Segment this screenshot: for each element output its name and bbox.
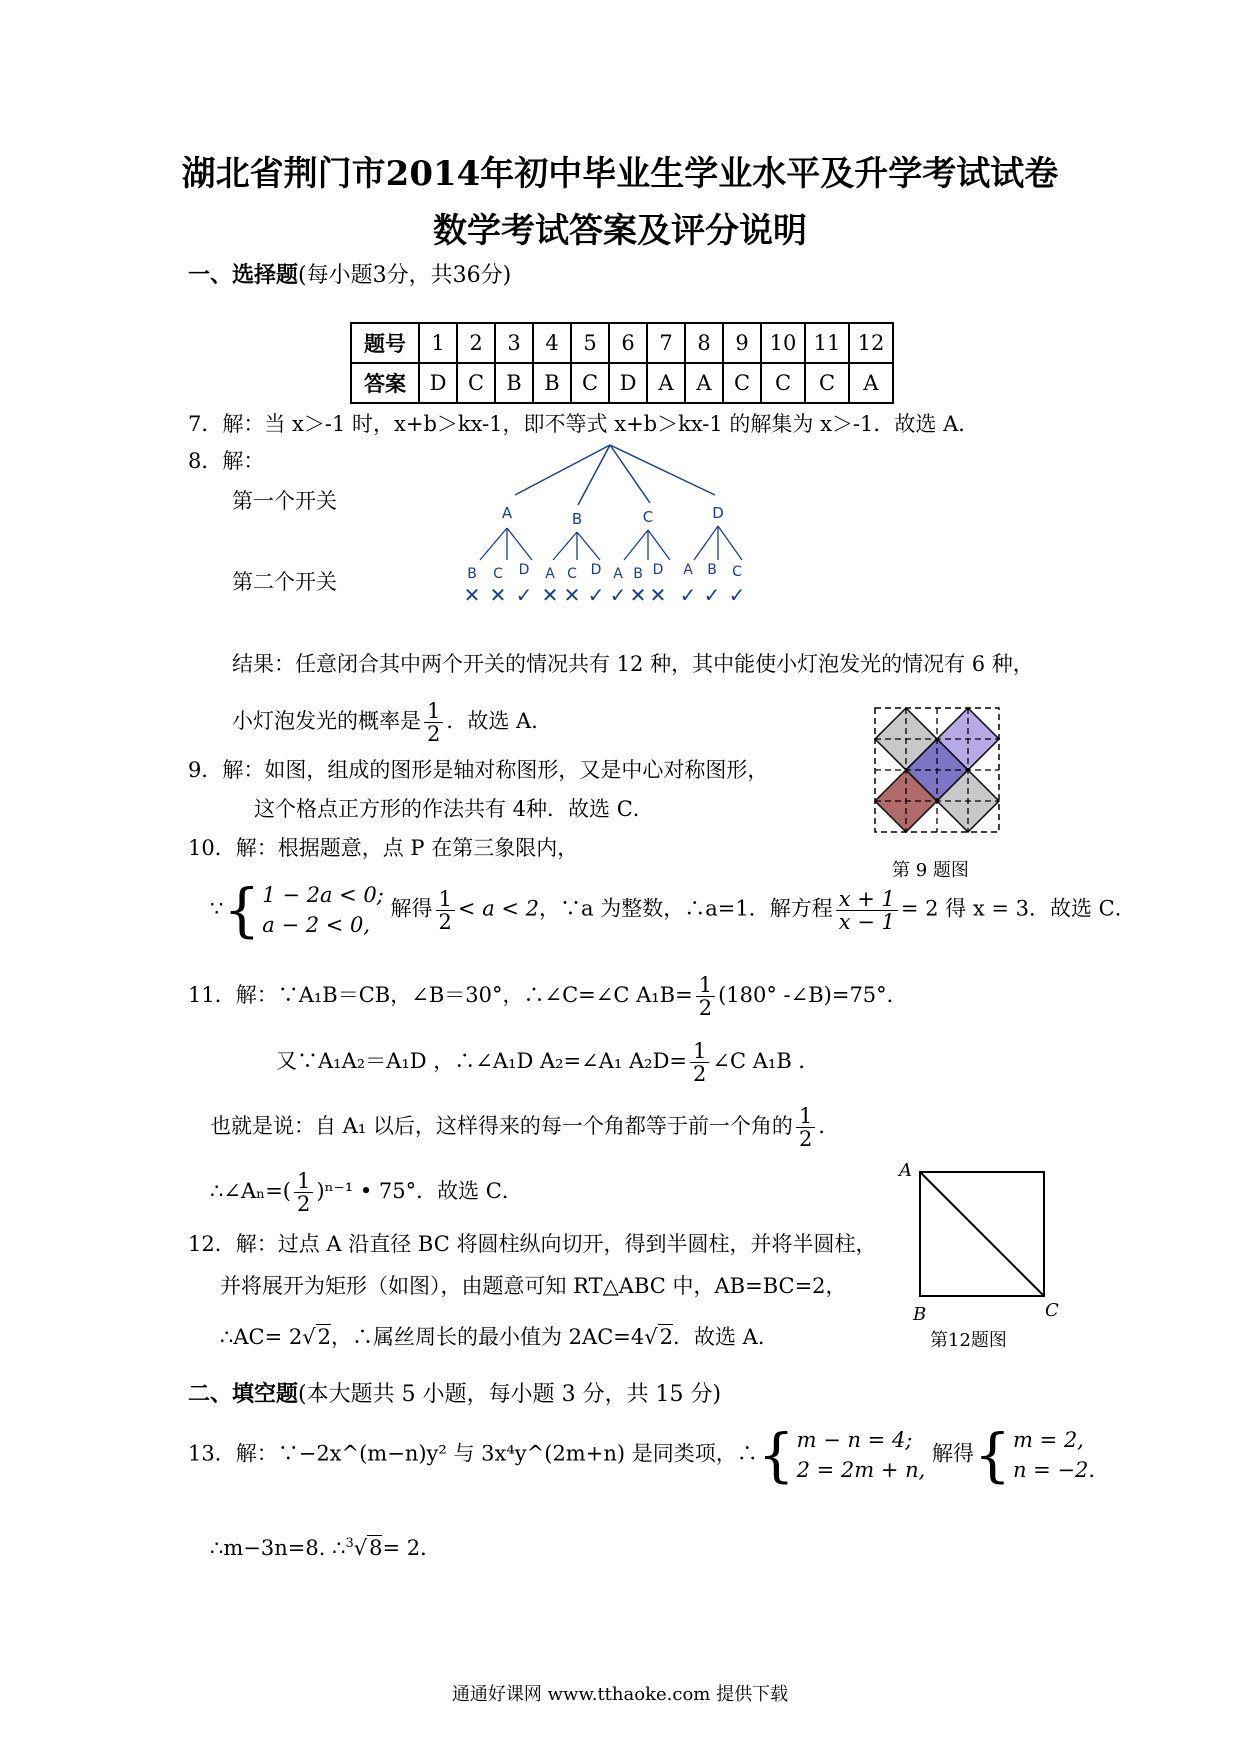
tree-mark: ✓ — [679, 583, 697, 607]
system-row: m − n = 4; — [796, 1428, 913, 1452]
tree-node-second: D — [652, 562, 664, 578]
because-symbol: ∵ — [210, 896, 224, 921]
system-row: a − 2 < 0, — [262, 913, 371, 937]
tree-node-second: C — [567, 566, 577, 582]
table-cell: 6 — [609, 323, 647, 363]
q12-line3-pre: ∴AC= 2 — [220, 1325, 303, 1349]
tree-node-second: B — [633, 566, 643, 582]
solution-system: { m = 2, n = −2. — [974, 1421, 1096, 1489]
q10-inequality: < a < 2 — [457, 896, 540, 921]
q8-switch1-label: 第一个开关 — [232, 489, 337, 513]
fraction — [690, 1040, 709, 1085]
system-row: n = −2. — [1012, 1458, 1096, 1482]
fraction-denominator: 2 — [297, 1192, 311, 1216]
q10-solve: 解得 — [390, 896, 433, 921]
q12-line3-mid: ，∴属丝周长的最小值为 2AC=4 — [331, 1325, 645, 1349]
table-cell: B — [533, 363, 571, 403]
section-2-label: 二、填空题 — [188, 1381, 299, 1407]
q8-result-line1: 结果：任意闭合其中两个开关的情况共有 12 种，其中能使小灯泡发光的情况有 6 种， — [232, 652, 1034, 676]
q12-label-b: B — [913, 1304, 927, 1320]
q11-line3-post: ． — [818, 1114, 840, 1138]
table-cell: 9 — [723, 323, 761, 363]
q9-line1: 9．解：如图，组成的图形是轴对称图形，又是中心对称图形， — [188, 758, 769, 782]
section-1-heading — [188, 258, 511, 289]
root-index: 3 — [345, 1536, 354, 1551]
fraction-denominator: 2 — [438, 909, 452, 934]
fraction — [424, 700, 443, 745]
fraction-numerator: 1 — [696, 974, 715, 997]
table-cell: A — [685, 363, 723, 403]
section-2-note: (本大题共 5 小题，每小题 3 分，共 15 分) — [298, 1382, 722, 1407]
q11-line1-post: (180° -∠B)=75°． — [718, 983, 908, 1007]
tree-mark: ✕ — [649, 583, 667, 607]
fraction-denominator: 2 — [698, 996, 713, 1020]
table-cell: 5 — [571, 323, 609, 363]
q12-line3: ∴AC= 2√2，∴属丝周长的最小值为 2AC=4√2．故选 A． — [220, 1325, 779, 1349]
system-row: m = 2, — [1012, 1428, 1084, 1452]
q11-line1 — [188, 974, 908, 1019]
tree-node-second: B — [467, 566, 477, 582]
tree-mark: ✕ — [489, 583, 507, 607]
fraction-denominator: 2 — [693, 1062, 707, 1086]
q12-figure — [895, 1160, 1065, 1320]
q13-solve: 解得 — [932, 1441, 975, 1466]
q11-line1-pre: 11．解：∵A₁B＝CB，∠B＝30°，∴∠C=∠C A₁B= — [188, 983, 693, 1007]
fraction-numerator: x + 1 — [836, 888, 898, 911]
section-1-note: (每小题3分，共36分) — [298, 263, 512, 288]
q11-line4 — [210, 1170, 523, 1215]
tree-node-second: C — [493, 566, 503, 582]
q9-figure — [872, 705, 1002, 835]
tree-node-second: D — [590, 562, 602, 578]
tree-node-second: D — [518, 562, 530, 578]
q10-mid: ，∵a 为整数，∴a=1．解方程 — [539, 896, 833, 921]
inequality-system: { 1 − 2a < 0; a − 2 < 0, — [223, 876, 384, 944]
system-row: 2 = 2m + n, — [796, 1458, 926, 1482]
tree-node-first: B — [571, 510, 583, 528]
table-header-number: 题号 — [351, 323, 419, 363]
fraction — [436, 888, 455, 933]
q12-line1: 12．解：过点 A 沿直径 BC 将圆柱纵向切开，得到半圆柱，并将半圆柱， — [188, 1232, 877, 1256]
fraction-numerator: 1 — [424, 700, 443, 723]
table-cell: D — [609, 363, 647, 403]
table-cell: 8 — [685, 323, 723, 363]
q13-pre: 13．解：∵−2x^(m−n)y² 与 3x⁴y^(2m+n) 是同类项，∴ — [188, 1441, 758, 1466]
fraction-denominator: x − 1 — [838, 909, 895, 934]
q12-label-a: A — [899, 1160, 912, 1181]
fraction — [696, 974, 715, 1019]
fraction-denominator: 2 — [427, 722, 441, 746]
q8-result-post: ．故选 A． — [446, 709, 553, 733]
fraction-denominator: 2 — [798, 1127, 813, 1151]
q8-switch2-label: 第二个开关 — [232, 570, 337, 594]
table-cell: C — [805, 363, 849, 403]
equation-system: { m − n = 4; 2 = 2m + n, — [757, 1421, 926, 1489]
tree-node-second: A — [683, 562, 693, 578]
table-cell: C — [761, 363, 805, 403]
section-1-label: 一、选择题 — [188, 262, 299, 288]
table-row — [351, 363, 893, 403]
fraction-numerator: 1 — [690, 1040, 709, 1063]
q13-line2: ∴m−3n=8. ∴$^3$√8= 2． — [210, 1536, 442, 1560]
q11-line3 — [210, 1105, 839, 1150]
table-cell: C — [457, 363, 495, 403]
q10-line1: 10．解：根据题意，点 P 在第三象限内， — [188, 836, 579, 860]
table-cell: 7 — [647, 323, 685, 363]
table-cell: C — [571, 363, 609, 403]
tree-branches-second — [480, 526, 742, 560]
tree-mark: ✓ — [728, 583, 746, 607]
q11-line4-post: )ⁿ⁻¹ • 75°．故选 C． — [316, 1179, 523, 1203]
tree-mark: ✕ — [541, 583, 559, 607]
table-header-answer: 答案 — [351, 363, 419, 403]
q8-label: 8．解： — [188, 449, 265, 473]
table-cell: B — [495, 363, 533, 403]
tree-node-first: A — [501, 504, 513, 522]
q8-tree-diagram — [450, 440, 810, 620]
tree-mark: ✕ — [629, 583, 647, 607]
fraction-numerator: 1 — [436, 888, 455, 911]
q12-label-c: C — [1045, 1300, 1059, 1320]
table-cell: 11 — [805, 323, 849, 363]
section-2-heading — [188, 1377, 721, 1408]
q8-result-line2 — [232, 700, 552, 745]
q13-line2-post: = 2． — [382, 1536, 442, 1560]
system-row: 1 − 2a < 0; — [262, 883, 384, 907]
q9-caption: 第 9 题图 — [892, 860, 969, 881]
tree-mark: ✕ — [463, 583, 481, 607]
fraction — [294, 1170, 313, 1215]
fraction-numerator: 1 — [796, 1105, 815, 1128]
table-cell: 12 — [849, 323, 893, 363]
q10-line2 — [210, 876, 1136, 944]
fraction — [796, 1105, 815, 1150]
q11-line2 — [276, 1040, 819, 1085]
page-title: 湖北省荆门市2014年初中毕业生学业水平及升学考试试卷 — [181, 154, 1059, 194]
tree-node-first: C — [642, 508, 654, 526]
q12-caption: 第12题图 — [930, 1330, 1007, 1351]
q9-line2: 这个格点正方形的作法共有 4种．故选 C． — [254, 797, 654, 821]
tree-node-first: D — [712, 504, 724, 522]
page-footer: 通通好课网 www.tthaoke.com 提供下载 — [451, 1684, 789, 1705]
tree-mark: ✕ — [563, 583, 581, 607]
tree-node-second: B — [707, 562, 717, 578]
q12-line3-post: ．故选 A． — [673, 1325, 779, 1349]
table-cell: 1 — [419, 323, 457, 363]
tree-node-second: A — [613, 566, 623, 582]
q10-tail: = 2 得 x = 3．故选 C． — [900, 896, 1136, 921]
table-cell: C — [723, 363, 761, 403]
tree-node-second: A — [545, 566, 555, 582]
radicand: 8 — [369, 1536, 383, 1560]
radicand: 2 — [659, 1325, 673, 1349]
table-cell: 10 — [761, 323, 805, 363]
tree-mark: ✓ — [587, 583, 605, 607]
tree-mark: ✓ — [703, 583, 721, 607]
q8-result-pre: 小灯泡发光的概率是 — [232, 709, 421, 733]
fraction — [836, 888, 898, 933]
tree-mark: ✓ — [515, 583, 533, 607]
tree-branches-top — [515, 445, 715, 505]
radicand: 2 — [317, 1325, 331, 1349]
answer-table — [350, 322, 894, 404]
q11-line2-post: ∠C A₁B ． — [712, 1049, 820, 1073]
table-cell: 4 — [533, 323, 571, 363]
page-subtitle: 数学考试答案及评分说明 — [433, 211, 807, 251]
table-cell: A — [849, 363, 893, 403]
table-cell: 3 — [495, 323, 533, 363]
table-row — [351, 323, 893, 363]
tree-mark: ✓ — [609, 583, 627, 607]
q12-line2: 并将展开为矩形（如图），由题意可知 RT△ABC 中，AB=BC=2， — [220, 1274, 847, 1298]
q11-line2-pre: 又∵A₁A₂＝A₁D ，∴∠A₁D A₂=∠A₁ A₂D= — [276, 1049, 688, 1073]
tree-node-second: C — [732, 564, 742, 580]
table-cell: D — [419, 363, 457, 403]
fraction-numerator: 1 — [294, 1170, 313, 1193]
q11-line3-pre: 也就是说：自 A₁ 以后，这样得来的每一个角都等于前一个角的 — [210, 1114, 793, 1138]
q7-text: 7．解：当 x＞-1 时，x+b＞kx-1，即不等式 x+b＞kx-1 的解集为 x＞-1．故选 A． — [188, 412, 980, 436]
q13-line1 — [188, 1421, 1096, 1489]
q11-line4-pre: ∴∠Aₙ=( — [210, 1179, 291, 1203]
table-cell: A — [647, 363, 685, 403]
q13-line2-pre: ∴m−3n=8. ∴ — [210, 1536, 346, 1560]
table-cell: 2 — [457, 323, 495, 363]
